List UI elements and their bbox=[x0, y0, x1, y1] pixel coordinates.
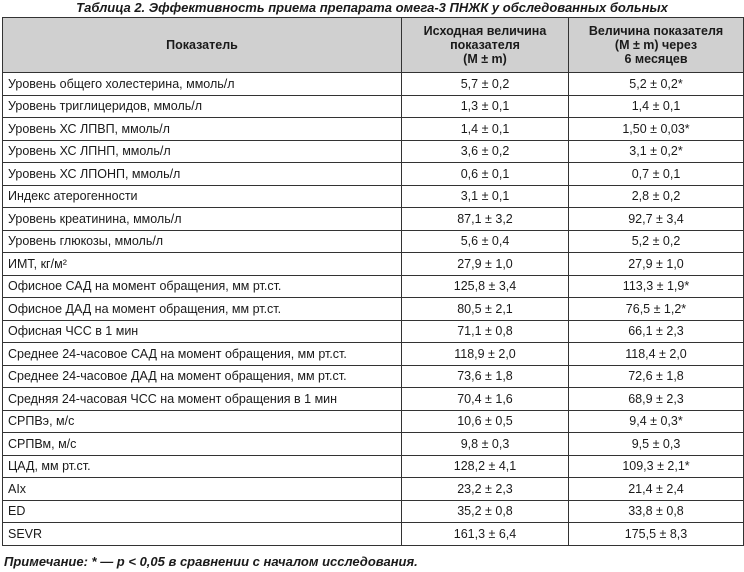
row-name-cell: SEVR bbox=[3, 523, 402, 546]
row-name-cell: Уровень ХС ЛПВП, ммоль/л bbox=[3, 118, 402, 141]
header-row bbox=[3, 18, 744, 73]
row-after-cell: 9,4 ± 0,3* bbox=[569, 410, 744, 433]
row-name-cell: СРПВэ, м/с bbox=[3, 410, 402, 433]
row-baseline-cell: 5,6 ± 0,4 bbox=[402, 230, 569, 253]
row-baseline-cell: 23,2 ± 2,3 bbox=[402, 478, 569, 501]
table-row bbox=[3, 433, 744, 456]
table-body bbox=[3, 73, 744, 546]
row-baseline-cell: 70,4 ± 1,6 bbox=[402, 388, 569, 411]
row-after-cell: 3,1 ± 0,2* bbox=[569, 140, 744, 163]
row-name-cell: AIx bbox=[3, 478, 402, 501]
row-baseline-cell: 27,9 ± 1,0 bbox=[402, 253, 569, 276]
row-after-cell: 5,2 ± 0,2* bbox=[569, 73, 744, 96]
row-after-cell: 2,8 ± 0,2 bbox=[569, 185, 744, 208]
row-baseline-cell: 161,3 ± 6,4 bbox=[402, 523, 569, 546]
row-name-cell: Индекс атерогенности bbox=[3, 185, 402, 208]
table-row bbox=[3, 365, 744, 388]
row-baseline-cell: 73,6 ± 1,8 bbox=[402, 365, 569, 388]
header-after-line: Величина показателя bbox=[588, 24, 724, 38]
row-baseline-cell: 35,2 ± 0,8 bbox=[402, 500, 569, 523]
row-name-cell: Уровень триглицеридов, ммоль/л bbox=[3, 95, 402, 118]
table-caption: Таблица 2. Эффективность приема препарата омега-3 ПНЖК у обследованных больных bbox=[76, 0, 668, 15]
table-row bbox=[3, 320, 744, 343]
table-row bbox=[3, 230, 744, 253]
row-after-cell: 27,9 ± 1,0 bbox=[569, 253, 744, 276]
row-name-cell: Офисное САД на момент обращения, мм рт.ст. bbox=[3, 275, 402, 298]
row-baseline-cell: 3,6 ± 0,2 bbox=[402, 140, 569, 163]
row-name-cell: Среднее 24-часовое САД на момент обращения, мм рт.ст. bbox=[3, 343, 402, 366]
row-baseline-cell: 1,4 ± 0,1 bbox=[402, 118, 569, 141]
row-after-cell: 1,4 ± 0,1 bbox=[569, 95, 744, 118]
row-after-cell: 118,4 ± 2,0 bbox=[569, 343, 744, 366]
table-row bbox=[3, 275, 744, 298]
header-baseline-line: Исходная величина bbox=[423, 24, 547, 38]
row-after-cell: 33,8 ± 0,8 bbox=[569, 500, 744, 523]
row-after-cell: 21,4 ± 2,4 bbox=[569, 478, 744, 501]
row-after-cell: 68,9 ± 2,3 bbox=[569, 388, 744, 411]
header-after-line: 6 месяцев bbox=[624, 52, 688, 66]
header-indicator: Показатель bbox=[3, 18, 402, 73]
row-baseline-cell: 128,2 ± 4,1 bbox=[402, 455, 569, 478]
table-row bbox=[3, 478, 744, 501]
row-baseline-cell: 5,7 ± 0,2 bbox=[402, 73, 569, 96]
table-note: Примечание: * — р < 0,05 в сравнении с началом исследования. bbox=[4, 554, 418, 569]
row-name-cell: Средняя 24-часовая ЧСС на момент обращения в 1 мин bbox=[3, 388, 402, 411]
row-name-cell: ED bbox=[3, 500, 402, 523]
table-row bbox=[3, 208, 744, 231]
row-baseline-cell: 71,1 ± 0,8 bbox=[402, 320, 569, 343]
row-baseline-cell: 80,5 ± 2,1 bbox=[402, 298, 569, 321]
row-name-cell: Офисное ДАД на момент обращения, мм рт.ст. bbox=[3, 298, 402, 321]
row-after-cell: 0,7 ± 0,1 bbox=[569, 163, 744, 186]
row-name-cell: Уровень ХС ЛПОНП, ммоль/л bbox=[3, 163, 402, 186]
results-table bbox=[2, 17, 744, 546]
table-row bbox=[3, 343, 744, 366]
row-after-cell: 66,1 ± 2,3 bbox=[569, 320, 744, 343]
header-baseline-line: показателя bbox=[450, 38, 520, 52]
row-baseline-cell: 87,1 ± 3,2 bbox=[402, 208, 569, 231]
row-after-cell: 109,3 ± 2,1* bbox=[569, 455, 744, 478]
row-name-cell: Уровень ХС ЛПНП, ммоль/л bbox=[3, 140, 402, 163]
row-baseline-cell: 9,8 ± 0,3 bbox=[402, 433, 569, 456]
row-after-cell: 92,7 ± 3,4 bbox=[569, 208, 744, 231]
row-name-cell: Среднее 24-часовое ДАД на момент обращения, мм рт.ст. bbox=[3, 365, 402, 388]
row-after-cell: 72,6 ± 1,8 bbox=[569, 365, 744, 388]
table-row bbox=[3, 185, 744, 208]
table-row bbox=[3, 455, 744, 478]
table-row bbox=[3, 410, 744, 433]
table-row bbox=[3, 163, 744, 186]
row-after-cell: 113,3 ± 1,9* bbox=[569, 275, 744, 298]
table-row bbox=[3, 298, 744, 321]
table-row bbox=[3, 388, 744, 411]
header-after bbox=[569, 18, 744, 73]
row-name-cell: Уровень креатинина, ммоль/л bbox=[3, 208, 402, 231]
table-row bbox=[3, 118, 744, 141]
header-baseline-line: (M ± m) bbox=[463, 52, 507, 66]
table-row bbox=[3, 95, 744, 118]
row-name-cell: Уровень общего холестерина, ммоль/л bbox=[3, 73, 402, 96]
table-row bbox=[3, 500, 744, 523]
row-baseline-cell: 10,6 ± 0,5 bbox=[402, 410, 569, 433]
row-baseline-cell: 0,6 ± 0,1 bbox=[402, 163, 569, 186]
row-name-cell: ИМТ, кг/м² bbox=[3, 253, 402, 276]
results-table-container bbox=[2, 17, 743, 546]
row-after-cell: 175,5 ± 8,3 bbox=[569, 523, 744, 546]
table-row bbox=[3, 73, 744, 96]
row-name-cell: ЦАД, мм рт.ст. bbox=[3, 455, 402, 478]
row-name-cell: СРПВм, м/с bbox=[3, 433, 402, 456]
row-after-cell: 76,5 ± 1,2* bbox=[569, 298, 744, 321]
table-row bbox=[3, 253, 744, 276]
row-after-cell: 5,2 ± 0,2 bbox=[569, 230, 744, 253]
table-row bbox=[3, 140, 744, 163]
row-after-cell: 1,50 ± 0,03* bbox=[569, 118, 744, 141]
row-baseline-cell: 3,1 ± 0,1 bbox=[402, 185, 569, 208]
table-row bbox=[3, 523, 744, 546]
header-baseline bbox=[402, 18, 569, 73]
row-after-cell: 9,5 ± 0,3 bbox=[569, 433, 744, 456]
row-baseline-cell: 118,9 ± 2,0 bbox=[402, 343, 569, 366]
row-name-cell: Уровень глюкозы, ммоль/л bbox=[3, 230, 402, 253]
header-after-line: (M ± m) через bbox=[614, 38, 698, 52]
row-baseline-cell: 125,8 ± 3,4 bbox=[402, 275, 569, 298]
row-name-cell: Офисная ЧСС в 1 мин bbox=[3, 320, 402, 343]
row-baseline-cell: 1,3 ± 0,1 bbox=[402, 95, 569, 118]
